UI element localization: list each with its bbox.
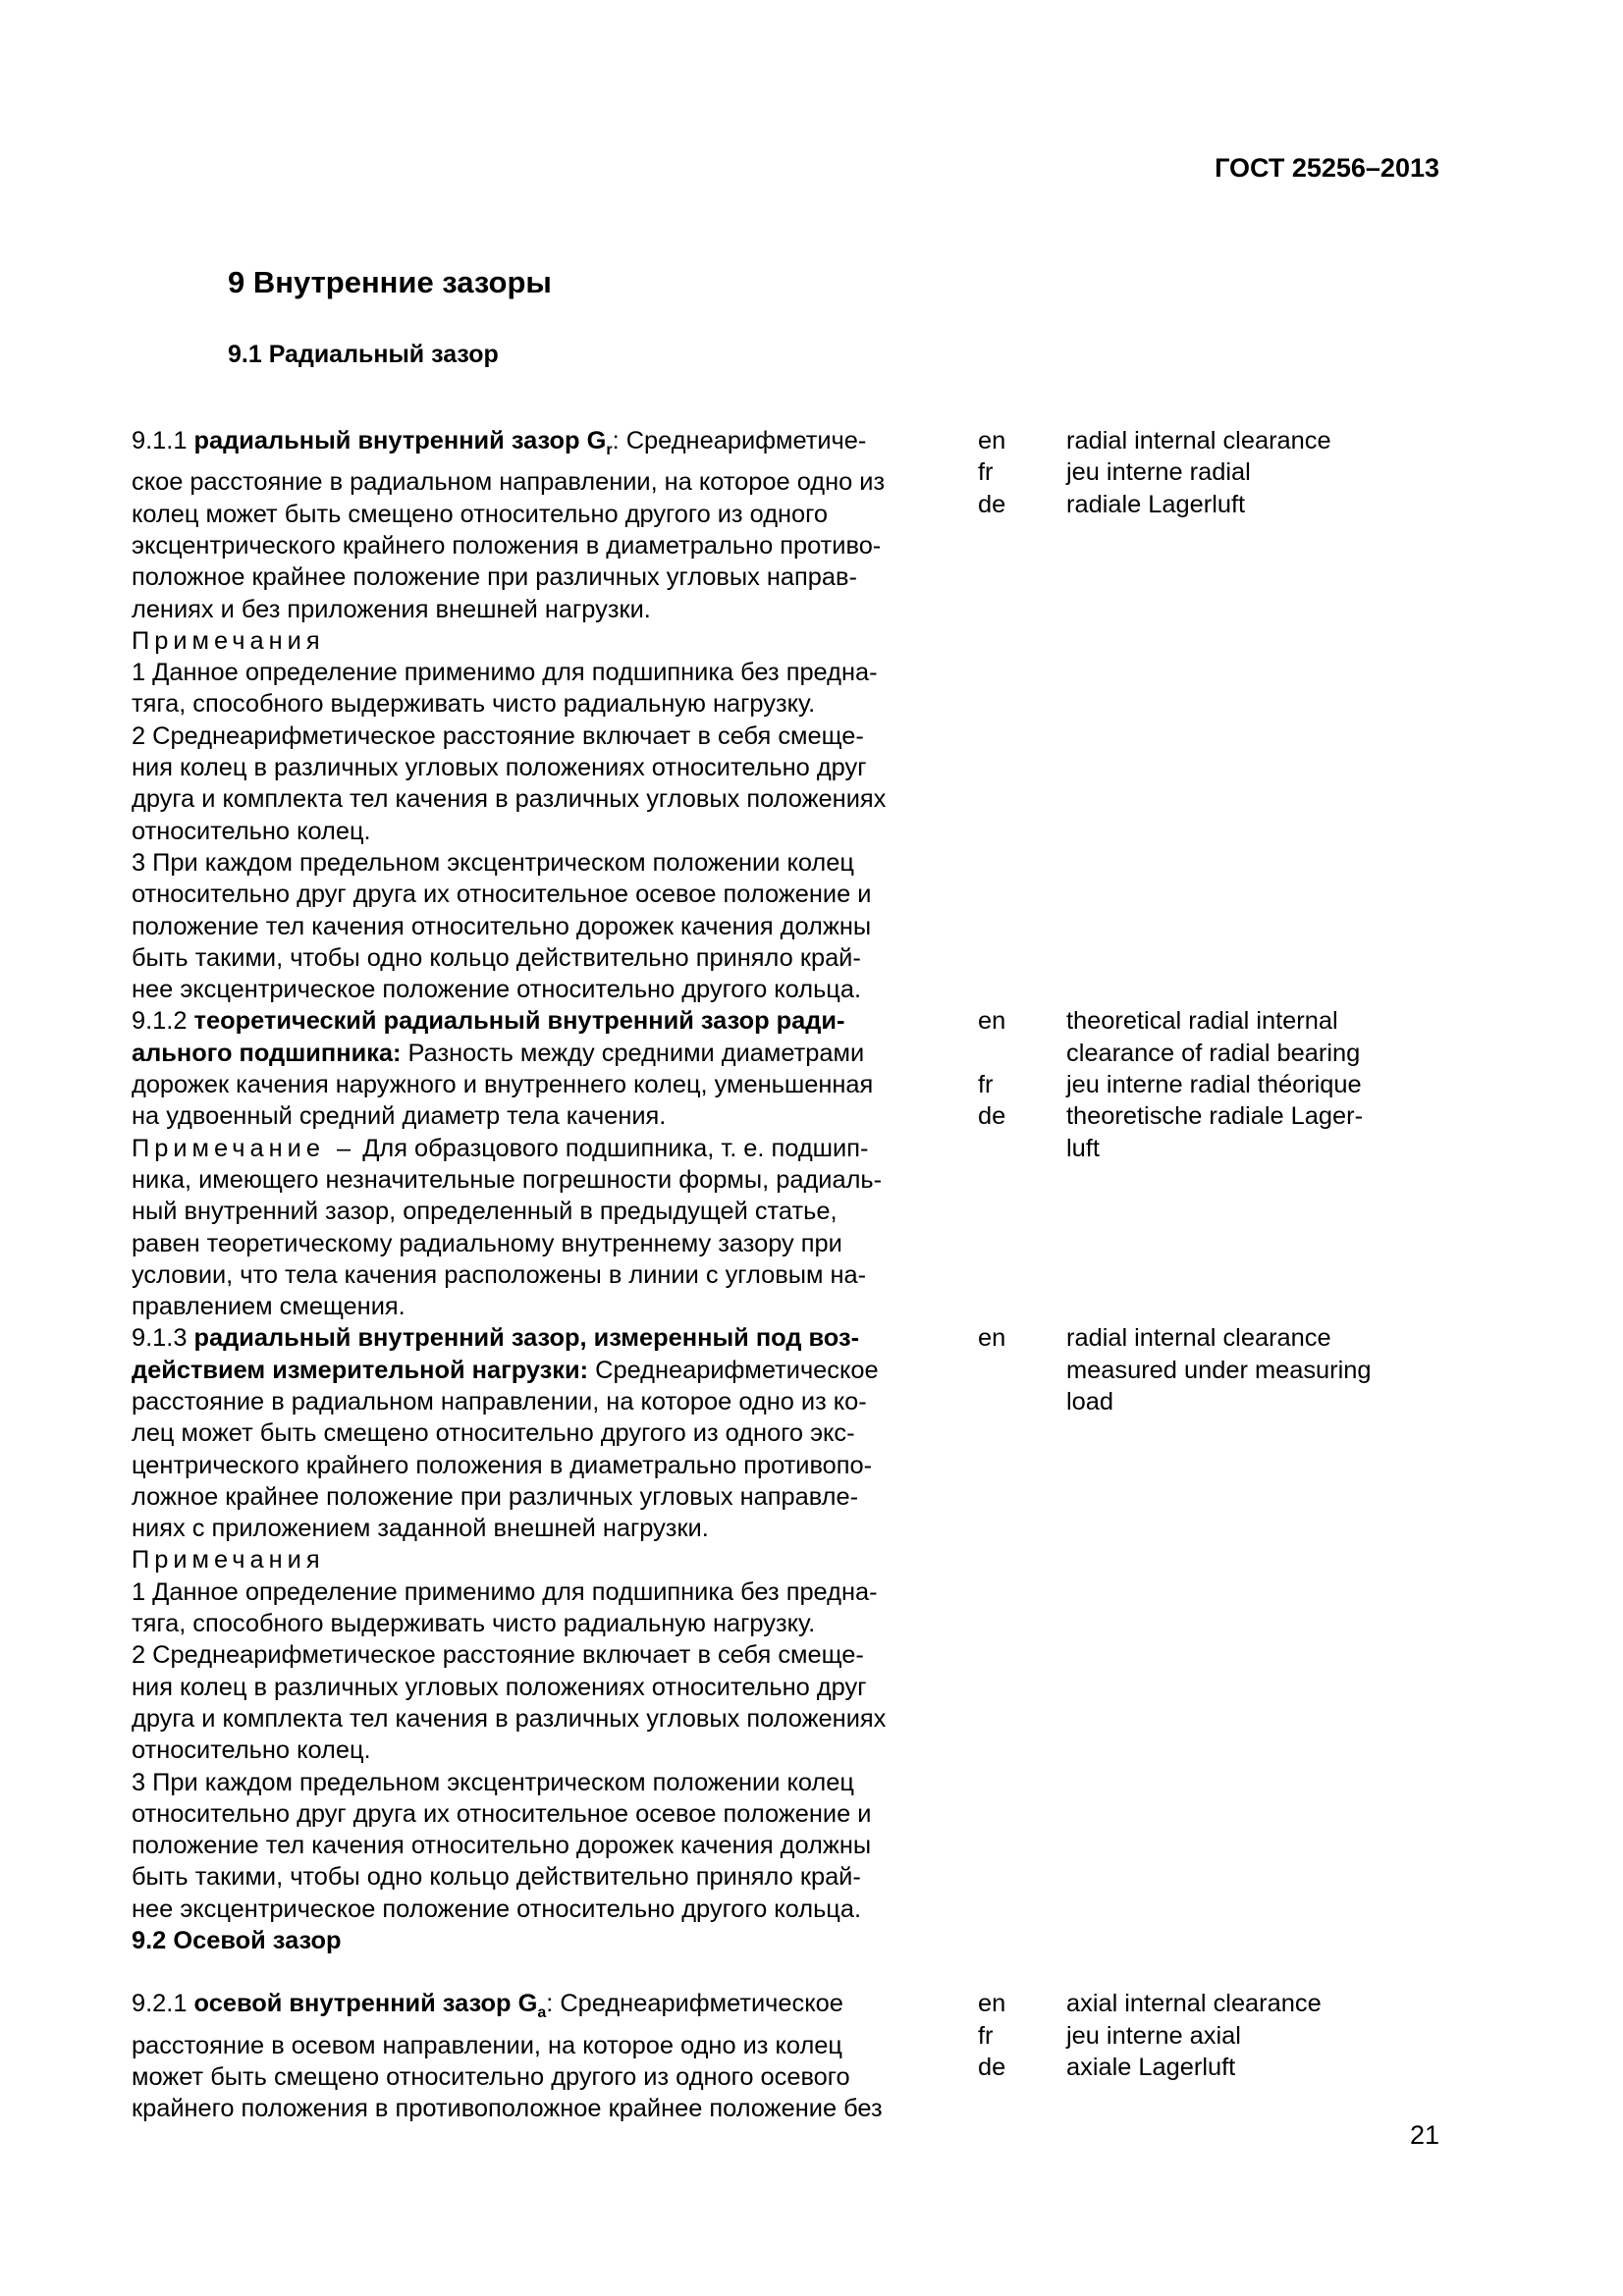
note-line: 3 При каждом предельном эксцентрическом положении колец (132, 1768, 854, 1796)
translation: radial internal clearance (1066, 1324, 1331, 1353)
definition-9-1-3 (132, 1322, 966, 1925)
note-line: 1 Данное определение применимо для подшипника без предна- (132, 1577, 878, 1606)
term-name: теоретический радиальный внутренний зазор ради- (193, 1007, 845, 1036)
term-entry-9-1-3 (132, 1322, 1447, 1925)
note-line: 3 При каждом предельном эксцентрическом положении колец (132, 848, 854, 877)
translation: axial internal clearance (1066, 1990, 1322, 2018)
note-line: ный внутренний зазор, определенный в предыдущей статье, (132, 1198, 838, 1226)
note-line: ния колец в различных угловых положениях относительно друг (132, 754, 867, 782)
entry-number: 9.1.1 (132, 427, 188, 454)
def-line: положное крайнее положение при различных угловых направ- (132, 563, 857, 592)
note-line: положение тел качения относительно дорожек качения должны (132, 1832, 872, 1860)
lang-code: en (978, 427, 1006, 454)
def-line: лец может быть смещено относительно другого из одного экс- (132, 1419, 855, 1448)
translation: jeu interne radial (1066, 458, 1251, 487)
term-entry-9-1-1 (132, 425, 1447, 1005)
note-line: условии, что тела качения расположены в линии с угловым на- (132, 1260, 867, 1289)
def-line: колец может быть смещено относительно другого из одного (132, 500, 828, 528)
lang-code: fr (978, 458, 994, 487)
translation: jeu interne axial (1066, 2021, 1241, 2050)
subsection-title: 9.1 Радиальный зазор (228, 341, 499, 368)
lang-code: en (978, 1324, 1006, 1353)
translation: luft (1066, 1134, 1100, 1162)
note-line: ника, имеющего незначительные погрешности формы, радиаль- (132, 1165, 883, 1194)
subsection-title-axial: 9.2 Осевой зазор (132, 1927, 342, 1955)
note-line: правлением смещения. (132, 1293, 406, 1321)
note-line: равен теоретическому радиальному внутреннему зазору при (132, 1229, 842, 1257)
term-name: ального подшипника: (132, 1039, 402, 1067)
definition-9-1-2 (132, 1005, 966, 1322)
translation: jeu interne radial théorique (1066, 1071, 1362, 1099)
translation: clearance of radial bearing (1066, 1039, 1361, 1067)
entry-number: 9.2.1 (132, 1990, 188, 2018)
def-line: Разность между средними диаметрами (401, 1039, 865, 1067)
lang-code: en (978, 1007, 1006, 1036)
translations (1066, 1322, 1447, 1925)
term-name: радиальный внутренний зазор, измеренный под воз- (193, 1324, 860, 1353)
definition-9-1-1 (132, 425, 966, 1005)
translation: theoretical radial internal (1066, 1007, 1338, 1036)
note-line: быть такими, чтобы одно кольцо действительно приняло край- (132, 943, 861, 972)
note-line: 2 Среднеарифметическое расстояние включает в себя смеще- (132, 721, 864, 750)
translation: measured under measuring (1066, 1356, 1372, 1384)
language-codes (966, 425, 1066, 1005)
note-line: положение тел качения относительно дорожек качения должны (132, 912, 872, 940)
def-line: ское расстояние в радиальном направлении, на которое одно из (132, 468, 886, 497)
entry-number: 9.1.3 (132, 1324, 188, 1353)
def-line: эксцентрического крайнего положения в диаметрально противо- (132, 531, 882, 560)
language-codes (966, 1322, 1066, 1925)
def-line: лениях и без приложения внешней нагрузки. (132, 595, 651, 623)
translation: radiale Lagerluft (1066, 490, 1246, 518)
terms-content (132, 425, 1447, 2125)
notes-heading: Примечания (132, 626, 325, 655)
note-line: друга и комплекта тел качения в различных угловых положениях (132, 785, 887, 814)
lang-code: de (978, 2053, 1006, 2081)
entry-number: 9.1.2 (132, 1007, 188, 1036)
def-line: крайнего положения в противоположное крайнее положение без (132, 2095, 883, 2123)
page-number: 21 (1409, 2120, 1439, 2150)
def-line: может быть смещено относительно другого из одного осевого (132, 2063, 850, 2091)
term-subscript: r (606, 442, 613, 459)
note-line: ния колец в различных угловых положениях относительно друг (132, 1673, 867, 1701)
def-line: ложное крайнее положение при различных угловых направле- (132, 1482, 859, 1511)
note-line: тяга, способного выдерживать чисто радиальную нагрузку. (132, 1610, 816, 1638)
def-line: на удвоенный средний диаметр тела качения. (132, 1102, 667, 1131)
lang-code: fr (978, 2021, 994, 2050)
language-codes (966, 1005, 1066, 1322)
language-codes (966, 1988, 1066, 2124)
lang-code: en (978, 1990, 1006, 2018)
note-line: друга и комплекта тел качения в различных угловых положениях (132, 1704, 887, 1733)
def-line: расстояние в осевом направлении, на которое одно из колец (132, 2031, 842, 2059)
note-line: относительно колец. (132, 817, 371, 845)
translations (1066, 1005, 1447, 1322)
note-line: относительно колец. (132, 1736, 371, 1765)
term-name: действием измерительной нагрузки: (132, 1356, 589, 1384)
note-line: тяга, способного выдерживать чисто радиальную нагрузку. (132, 690, 816, 719)
def-line: : Среднеарифметическое (546, 1990, 843, 2018)
def-line: дорожек качения наружного и внутреннего колец, уменьшенная (132, 1071, 874, 1099)
note-line: 2 Среднеарифметическое расстояние включает в себя смеще- (132, 1641, 864, 1670)
term-name: радиальный внутренний зазор G (193, 427, 607, 454)
def-line: Среднеарифметическое (588, 1356, 879, 1384)
note-line: относительно друг друга их относительное осевое положение и (132, 1799, 872, 1828)
translations (1066, 425, 1447, 1005)
note-line: нее эксцентрическое положение относительно другого кольца. (132, 976, 862, 1004)
def-line: центрического крайнего положения в диаметрально противопо- (132, 1451, 873, 1479)
lang-code: fr (978, 1071, 994, 1099)
translation: load (1066, 1387, 1114, 1415)
translation: axiale Lagerluft (1066, 2053, 1236, 2081)
translations (1066, 1988, 1447, 2124)
note-heading: Примечание – (132, 1134, 356, 1162)
document-number: ГОСТ 25256–2013 (1215, 153, 1439, 183)
note-line: нее эксцентрическое положение относительно другого кольца. (132, 1895, 862, 1923)
definition-9-2-1 (132, 1988, 966, 2124)
term-name: осевой внутренний зазор G (193, 1990, 538, 2018)
def-line: : Среднеарифметиче- (612, 427, 867, 454)
term-entry-9-2-1 (132, 1988, 1447, 2124)
def-line: ниях с приложением заданной внешней нагрузки. (132, 1515, 709, 1543)
term-subscript: a (537, 2004, 547, 2022)
note-line: быть такими, чтобы одно кольцо действительно приняло край- (132, 1863, 861, 1892)
note-line: Для образцового подшипника, т. е. подшип- (355, 1134, 869, 1162)
section-title: 9 Внутренние зазоры (228, 265, 552, 299)
lang-code: de (978, 1102, 1006, 1131)
notes-heading: Примечания (132, 1546, 325, 1575)
note-line: 1 Данное определение применимо для подшипника без предна- (132, 659, 878, 687)
note-line: относительно друг друга их относительное осевое положение и (132, 881, 872, 909)
translation: radial internal clearance (1066, 427, 1331, 454)
term-entry-9-1-2 (132, 1005, 1447, 1322)
def-line: расстояние в радиальном направлении, на которое одно из ко- (132, 1387, 867, 1415)
lang-code: de (978, 490, 1006, 518)
translation: theoretische radiale Lager- (1066, 1102, 1364, 1131)
